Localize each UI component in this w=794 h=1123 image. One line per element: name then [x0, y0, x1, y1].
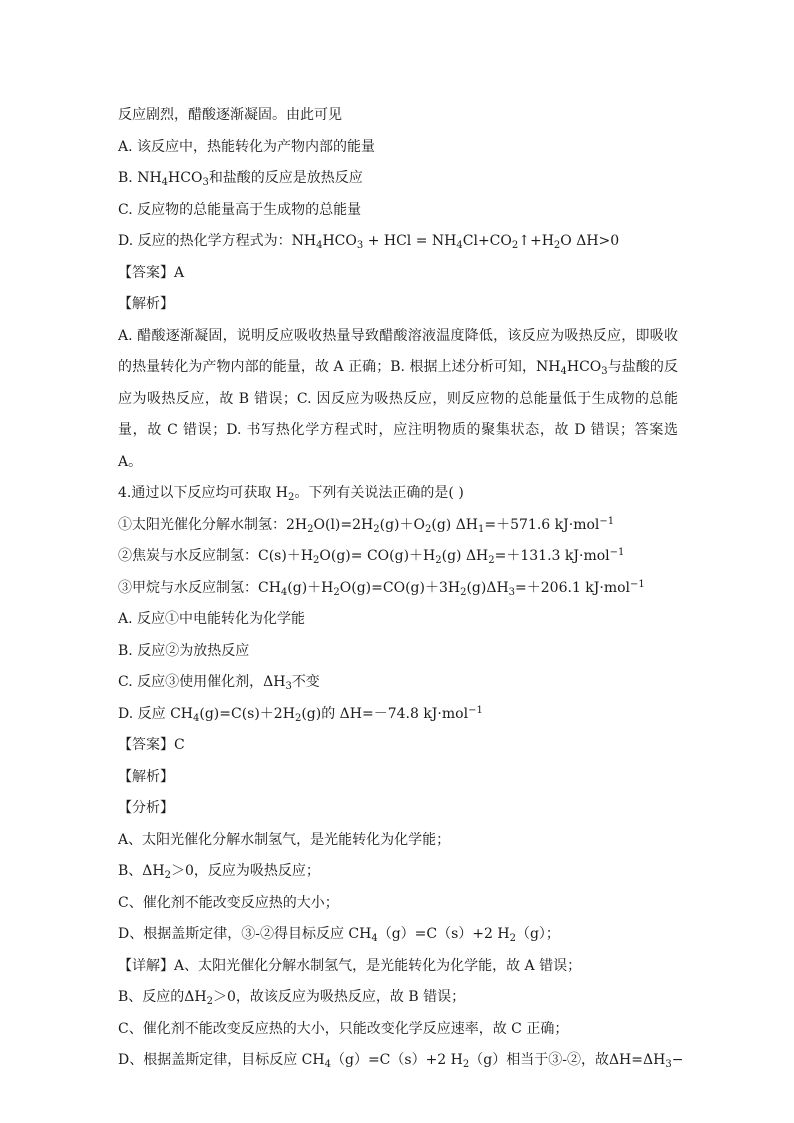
text: HCO — [566, 359, 602, 375]
text: B、反应的ΔH — [118, 989, 207, 1005]
subscript: 2 — [294, 712, 302, 724]
subscript: 4 — [280, 586, 288, 598]
text-line — [118, 1045, 684, 1077]
subscript: 3 — [202, 177, 209, 188]
text-line — [118, 1014, 678, 1046]
text: HCO — [168, 170, 203, 186]
text: 【答案】C — [118, 737, 185, 753]
text: HCO — [322, 233, 357, 249]
subscript: 3 — [601, 366, 608, 377]
text: (g) ΔH — [441, 548, 489, 564]
subscript: 3 — [665, 1059, 672, 1070]
superscript: −1 — [609, 547, 625, 558]
subscript: 4 — [193, 712, 200, 724]
text: A、太阳光催化分解水制氢气，是光能转化为化学能； — [118, 831, 451, 848]
text: 与盐酸的反应为吸热反应，故 B 错误；C. 因反应为吸热反应，则反应物的总能量低于生成物的总能量，故 C 错误；D. 书写热化学方程式时，应注明物质的聚集状态，故 D 错误；答案选 A。 — [118, 359, 678, 470]
subscript: 3 — [356, 240, 364, 251]
text: D. 反应 CH — [118, 705, 193, 722]
text: =＋131.3 kJ·mol — [494, 548, 610, 564]
text: ①太阳光催化分解水制氢：2H — [118, 516, 308, 533]
text: A. 反应①中电能转化为化学能 — [118, 611, 306, 627]
option-c — [118, 195, 678, 227]
subscript: 2 — [511, 240, 519, 251]
subscript: 2 — [206, 996, 213, 1007]
text: C. 反应③使用催化剂，ΔH — [118, 674, 286, 690]
option-d — [118, 699, 678, 731]
text: (g) ΔH — [431, 516, 479, 533]
subscript: 2 — [509, 933, 516, 944]
subscript: 2 — [313, 555, 320, 566]
text: 【解析】 — [118, 768, 174, 785]
text: ③甲烷与水反应制氢：CH — [118, 579, 281, 596]
text: (g)＋O — [379, 516, 425, 533]
text: 和盐酸的反应是放热反应 — [208, 170, 363, 186]
text-line — [118, 856, 678, 888]
subscript: 2 — [488, 555, 495, 566]
text: D. 反应的热化学方程式为：NH — [118, 233, 317, 249]
text-line — [118, 825, 678, 857]
answer-heading — [118, 730, 678, 762]
text: O ΔH>0 — [560, 233, 620, 249]
subscript: 4 — [560, 366, 567, 377]
text: B. NH — [118, 170, 162, 186]
text: C. 反应物的总能量高于生成物的总能量 — [118, 201, 362, 218]
superscript: −1 — [468, 704, 483, 716]
text: Cl+CO — [462, 233, 512, 249]
subscript: 2 — [164, 870, 171, 881]
subscript: 1 — [478, 523, 485, 535]
text: B. 反应②为放热反应 — [118, 642, 250, 659]
subscript: 2 — [307, 523, 314, 535]
text: ↑+H — [518, 233, 554, 249]
text: + HCl = NH — [363, 233, 457, 249]
reaction-2 — [118, 541, 678, 573]
text: (g)的 ΔH=－74.8 kJ·mol — [301, 705, 469, 722]
detail-line — [118, 951, 678, 983]
text: A. 该反应中，热能转化为产物内部的能量 — [118, 138, 376, 155]
text: − — [671, 1052, 684, 1068]
text: O(g)=CO(g)＋3H — [339, 579, 461, 596]
superscript: −1 — [630, 578, 645, 590]
text-line — [118, 982, 678, 1014]
subscript: 2 — [373, 523, 380, 535]
text: 反应剧烈，醋酸逐渐凝固。由此可见 — [118, 107, 342, 123]
text: 【答案】A — [118, 264, 185, 281]
subscript: 2 — [333, 586, 340, 598]
analysis-paragraph — [118, 321, 678, 479]
text: C、催化剂不能改变反应热的大小，只能改变化学反应速率，故 C 正确； — [118, 1020, 569, 1037]
text: D、根据盖斯定律，目标反应 CH — [118, 1052, 325, 1068]
text: A. 醋酸逐渐凝固，说明反应吸收热量导致醋酸溶液温度降低，该反应为吸热反应，即吸收的热量转化为产物内部的能量，故 A 正确；B. 根据上述分析可知，NH — [118, 327, 678, 375]
text: 。下列有关说法正确的是( ) — [294, 485, 464, 501]
text: O(l)=2H — [313, 516, 374, 533]
analysis-heading — [118, 289, 678, 321]
reaction-1 — [118, 510, 678, 542]
text: 【分析】 — [118, 800, 174, 816]
reaction-3 — [118, 573, 678, 605]
subscript: 4 — [316, 240, 323, 251]
analysis-heading — [118, 762, 678, 794]
text-line — [118, 888, 678, 920]
subscript: 3 — [285, 681, 292, 692]
subscript: 2 — [462, 1059, 470, 1070]
text: 【详解】A、太阳光催化分解水制氢气，是光能转化为化学能，故 A 错误； — [118, 957, 582, 974]
text: （g）； — [515, 926, 560, 942]
subscript: 2 — [288, 492, 295, 503]
breakdown-heading — [118, 793, 678, 825]
text-line — [118, 100, 678, 132]
option-d — [118, 226, 678, 258]
subscript: 2 — [460, 586, 467, 598]
superscript: −1 — [599, 515, 615, 527]
text: 4.通过以下反应均可获取 H — [118, 485, 289, 501]
subscript: 3 — [508, 586, 516, 598]
text: C、催化剂不能改变反应热的大小； — [118, 894, 339, 911]
subscript: 4 — [456, 240, 463, 251]
option-b — [118, 636, 678, 668]
text: （g）相当于③-②，故ΔH=ΔH — [469, 1052, 666, 1068]
text: =＋206.1 kJ·mol — [515, 579, 631, 596]
text: （g）=C（s）+2 H — [377, 926, 510, 942]
option-a — [118, 132, 678, 164]
text: 【解析】 — [118, 296, 174, 312]
option-b — [118, 163, 678, 195]
text: =＋571.6 kJ·mol — [484, 516, 600, 533]
subscript: 4 — [161, 177, 169, 188]
text: ②焦炭与水反应制氢：C(s)＋H — [118, 548, 314, 564]
subscript: 2 — [553, 240, 561, 251]
text: (g)=C(s)＋2H — [199, 705, 295, 722]
text: ＞0，反应为吸热反应； — [170, 863, 320, 879]
option-c — [118, 667, 678, 699]
question-4-stem — [118, 478, 678, 510]
text: (g)＋H — [287, 579, 334, 596]
text: D、根据盖斯定律，③-②得目标反应 CH — [118, 926, 372, 942]
subscript: 2 — [435, 555, 442, 566]
subscript: 2 — [424, 523, 432, 535]
text: （g）=C（s）+2 H — [330, 1052, 463, 1068]
document-page — [118, 100, 684, 1077]
text: ＞0，故该反应为吸热反应，故 B 错误； — [212, 989, 466, 1005]
text: B、ΔH — [118, 863, 165, 879]
subscript: 4 — [371, 933, 378, 944]
text-line — [118, 919, 678, 951]
text: 不变 — [291, 674, 320, 690]
answer-heading — [118, 258, 678, 290]
subscript: 4 — [324, 1059, 331, 1070]
text: O(g)= CO(g)＋H — [319, 548, 436, 564]
option-a — [118, 604, 678, 636]
text: (g)ΔH — [466, 579, 509, 596]
